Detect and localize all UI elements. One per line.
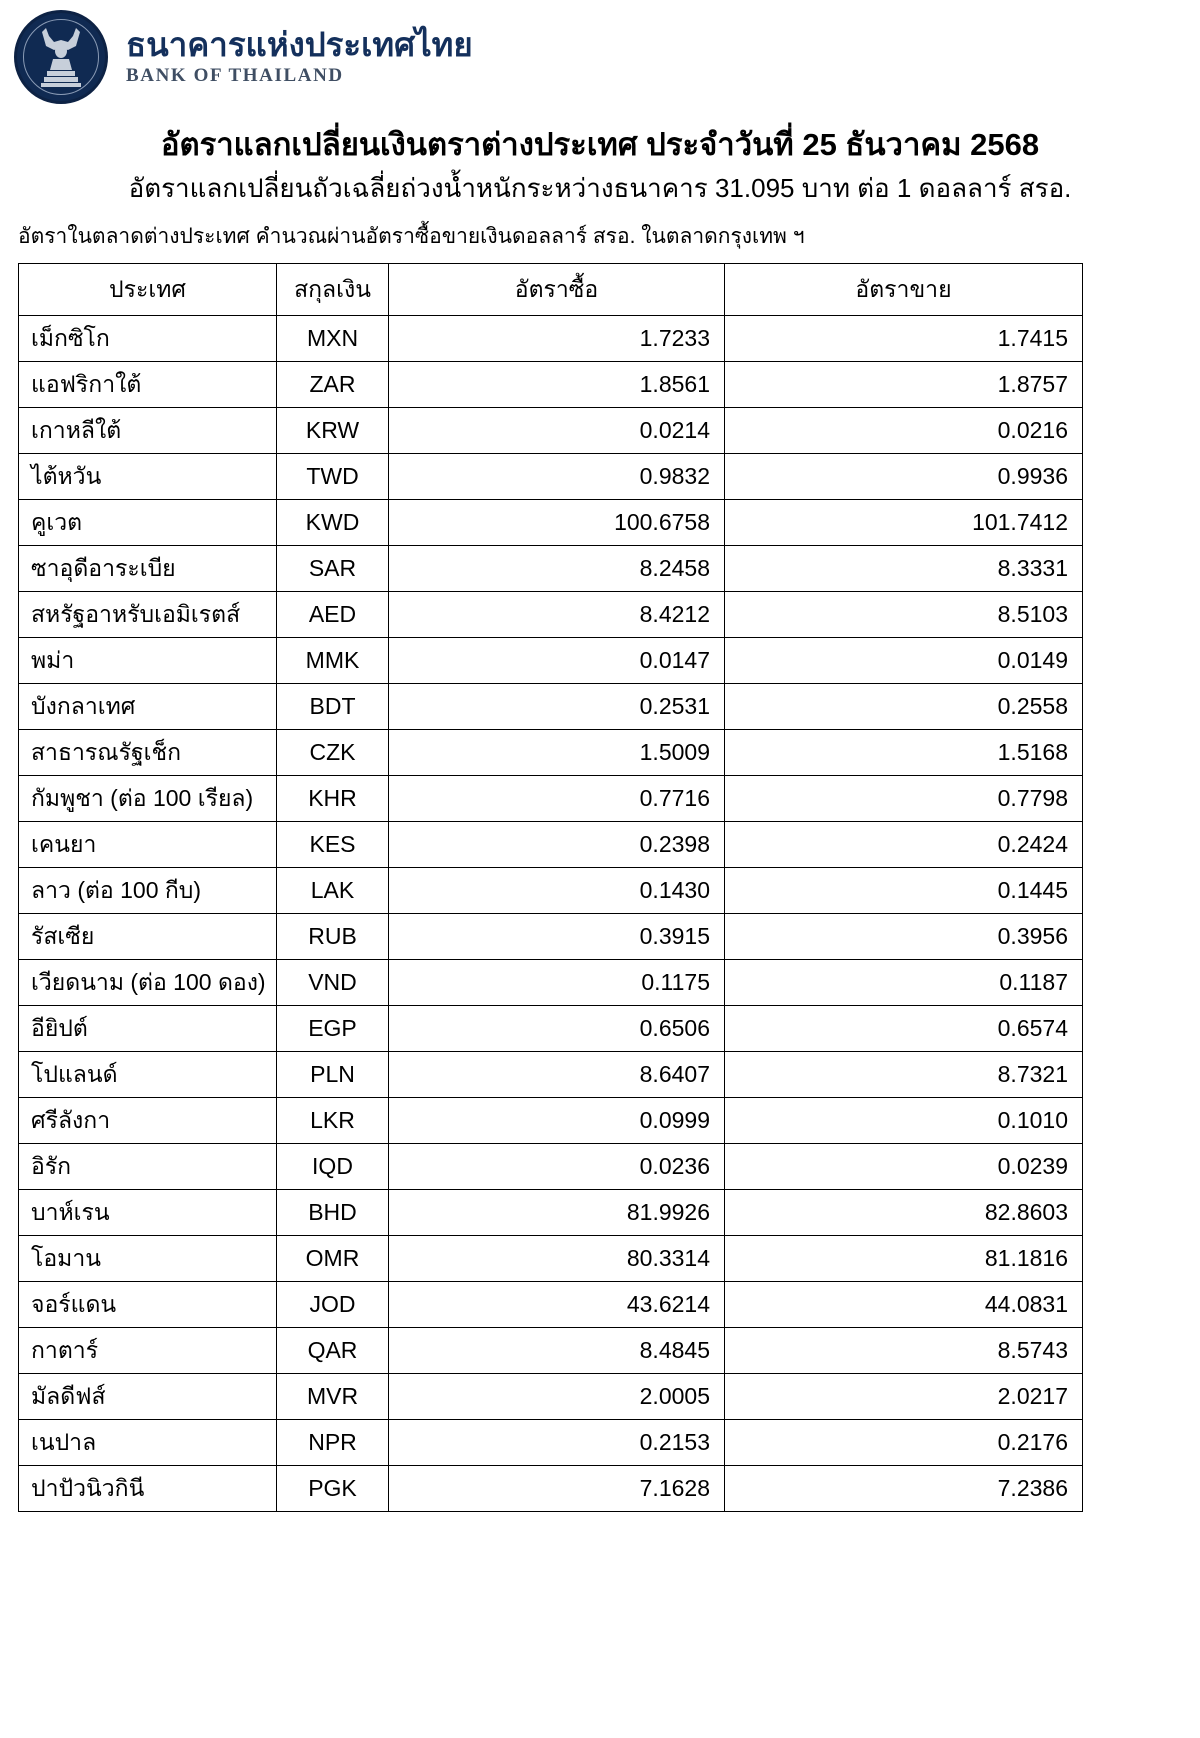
- table-row: [19, 1282, 1083, 1328]
- cell-buying-rate: 8.2458: [389, 546, 725, 592]
- cell-selling-rate: 0.0149: [725, 638, 1083, 684]
- exchange-rate-table-wrap: [0, 263, 1200, 1512]
- bank-name-thai: ธนาคารแห่งประเทศไทย: [126, 26, 473, 64]
- column-header-buying-rate: อัตราซื้อ: [389, 264, 725, 316]
- table-head: [19, 264, 1083, 316]
- table-row: [19, 1236, 1083, 1282]
- cell-country: บาห์เรน: [19, 1190, 277, 1236]
- cell-country: โอมาน: [19, 1236, 277, 1282]
- cell-buying-rate: 7.1628: [389, 1466, 725, 1512]
- table-row: [19, 1420, 1083, 1466]
- cell-country: เกาหลีใต้: [19, 408, 277, 454]
- table-row: [19, 454, 1083, 500]
- cell-selling-rate: 0.1187: [725, 960, 1083, 1006]
- cell-selling-rate: 0.0216: [725, 408, 1083, 454]
- cell-country: พม่า: [19, 638, 277, 684]
- cell-selling-rate: 1.5168: [725, 730, 1083, 776]
- cell-country: สหรัฐอาหรับเอมิเรตส์: [19, 592, 277, 638]
- cell-currency-code: PLN: [277, 1052, 389, 1098]
- bank-logo-bar: [0, 0, 1200, 100]
- cell-currency-code: BDT: [277, 684, 389, 730]
- page-title: อัตราแลกเปลี่ยนเงินตราต่างประเทศ ประจำวันที่ 25 ธันวาคม 2568: [160, 127, 1040, 162]
- cell-currency-code: QAR: [277, 1328, 389, 1374]
- cell-selling-rate: 0.3956: [725, 914, 1083, 960]
- cell-currency-code: IQD: [277, 1144, 389, 1190]
- cell-selling-rate: 0.6574: [725, 1006, 1083, 1052]
- cell-currency-code: RUB: [277, 914, 389, 960]
- cell-buying-rate: 0.9832: [389, 454, 725, 500]
- cell-country: โปแลนด์: [19, 1052, 277, 1098]
- seal-deity-glyph: [34, 26, 88, 88]
- cell-country: เคนยา: [19, 822, 277, 868]
- cell-selling-rate: 0.1010: [725, 1098, 1083, 1144]
- cell-country: ซาอุดีอาระเบีย: [19, 546, 277, 592]
- table-row: [19, 684, 1083, 730]
- cell-selling-rate: 1.7415: [725, 316, 1083, 362]
- table-row: [19, 316, 1083, 362]
- cell-buying-rate: 43.6214: [389, 1282, 725, 1328]
- cell-buying-rate: 0.6506: [389, 1006, 725, 1052]
- cell-selling-rate: 8.3331: [725, 546, 1083, 592]
- table-row: [19, 1098, 1083, 1144]
- cell-currency-code: KWD: [277, 500, 389, 546]
- cell-country: เม็กซิโก: [19, 316, 277, 362]
- cell-selling-rate: 101.7412: [725, 500, 1083, 546]
- exchange-rate-table: [18, 263, 1083, 1512]
- bank-name-english: BANK OF THAILAND: [126, 64, 344, 86]
- cell-currency-code: MXN: [277, 316, 389, 362]
- cell-buying-rate: 0.2398: [389, 822, 725, 868]
- cell-currency-code: JOD: [277, 1282, 389, 1328]
- page-subtitle: อัตราแลกเปลี่ยนถัวเฉลี่ยถ่วงน้ำหนักระหว่างธนาคาร 31.095 บาท ต่อ 1 ดอลลาร์ สรอ.: [128, 172, 1072, 203]
- cell-selling-rate: 0.1445: [725, 868, 1083, 914]
- cell-currency-code: LKR: [277, 1098, 389, 1144]
- cell-country: คูเวต: [19, 500, 277, 546]
- cell-selling-rate: 2.0217: [725, 1374, 1083, 1420]
- cell-currency-code: NPR: [277, 1420, 389, 1466]
- table-row: [19, 592, 1083, 638]
- column-header-country: ประเทศ: [19, 264, 277, 316]
- cell-buying-rate: 0.2153: [389, 1420, 725, 1466]
- cell-selling-rate: 44.0831: [725, 1282, 1083, 1328]
- cell-currency-code: LAK: [277, 868, 389, 914]
- cell-country: แอฟริกาใต้: [19, 362, 277, 408]
- cell-selling-rate: 0.2558: [725, 684, 1083, 730]
- cell-currency-code: SAR: [277, 546, 389, 592]
- cell-selling-rate: 8.5103: [725, 592, 1083, 638]
- table-row: [19, 1144, 1083, 1190]
- table-row: [19, 1190, 1083, 1236]
- bank-logo-text: [126, 28, 473, 86]
- cell-buying-rate: 2.0005: [389, 1374, 725, 1420]
- cell-selling-rate: 0.9936: [725, 454, 1083, 500]
- cell-selling-rate: 8.7321: [725, 1052, 1083, 1098]
- table-row: [19, 1466, 1083, 1512]
- cell-currency-code: KHR: [277, 776, 389, 822]
- cell-country: บังกลาเทศ: [19, 684, 277, 730]
- table-header-row: [19, 264, 1083, 316]
- table-row: [19, 362, 1083, 408]
- cell-currency-code: ZAR: [277, 362, 389, 408]
- cell-currency-code: MVR: [277, 1374, 389, 1420]
- table-row: [19, 822, 1083, 868]
- cell-buying-rate: 0.2531: [389, 684, 725, 730]
- cell-buying-rate: 8.6407: [389, 1052, 725, 1098]
- table-row: [19, 914, 1083, 960]
- cell-buying-rate: 1.7233: [389, 316, 725, 362]
- cell-selling-rate: 0.2176: [725, 1420, 1083, 1466]
- cell-selling-rate: 0.2424: [725, 822, 1083, 868]
- cell-buying-rate: 1.5009: [389, 730, 725, 776]
- table-row: [19, 500, 1083, 546]
- cell-currency-code: CZK: [277, 730, 389, 776]
- table-row: [19, 1328, 1083, 1374]
- cell-selling-rate: 1.8757: [725, 362, 1083, 408]
- table-row: [19, 960, 1083, 1006]
- cell-currency-code: VND: [277, 960, 389, 1006]
- table-row: [19, 408, 1083, 454]
- table-row: [19, 730, 1083, 776]
- cell-buying-rate: 80.3314: [389, 1236, 725, 1282]
- cell-currency-code: EGP: [277, 1006, 389, 1052]
- cell-buying-rate: 0.0236: [389, 1144, 725, 1190]
- cell-country: เนปาล: [19, 1420, 277, 1466]
- cell-country: มัลดีฟส์: [19, 1374, 277, 1420]
- cell-selling-rate: 81.1816: [725, 1236, 1083, 1282]
- cell-buying-rate: 0.0999: [389, 1098, 725, 1144]
- cell-selling-rate: 82.8603: [725, 1190, 1083, 1236]
- table-row: [19, 776, 1083, 822]
- document-title-block: [0, 100, 1200, 206]
- bank-of-thailand-seal-icon: [14, 10, 108, 104]
- cell-selling-rate: 0.0239: [725, 1144, 1083, 1190]
- cell-currency-code: TWD: [277, 454, 389, 500]
- cell-country: เวียดนาม (ต่อ 100 ดอง): [19, 960, 277, 1006]
- cell-buying-rate: 0.1430: [389, 868, 725, 914]
- cell-selling-rate: 7.2386: [725, 1466, 1083, 1512]
- cell-buying-rate: 8.4212: [389, 592, 725, 638]
- column-header-currency: สกุลเงิน: [277, 264, 389, 316]
- methodology-note: อัตราในตลาดต่างประเทศ คำนวณผ่านอัตราซื้อขายเงินดอลลาร์ สรอ. ในตลาดกรุงเทพ ฯ: [18, 225, 805, 249]
- cell-buying-rate: 1.8561: [389, 362, 725, 408]
- table-body: [19, 316, 1083, 1512]
- cell-currency-code: OMR: [277, 1236, 389, 1282]
- cell-currency-code: KES: [277, 822, 389, 868]
- cell-currency-code: AED: [277, 592, 389, 638]
- cell-country: กาตาร์: [19, 1328, 277, 1374]
- cell-country: สาธารณรัฐเช็ก: [19, 730, 277, 776]
- cell-selling-rate: 0.7798: [725, 776, 1083, 822]
- cell-selling-rate: 8.5743: [725, 1328, 1083, 1374]
- cell-country: อียิปต์: [19, 1006, 277, 1052]
- cell-buying-rate: 0.7716: [389, 776, 725, 822]
- cell-country: ไต้หวัน: [19, 454, 277, 500]
- cell-country: รัสเซีย: [19, 914, 277, 960]
- cell-country: ศรีลังกา: [19, 1098, 277, 1144]
- cell-buying-rate: 0.0147: [389, 638, 725, 684]
- table-row: [19, 1374, 1083, 1420]
- cell-country: ปาปัวนิวกินี: [19, 1466, 277, 1512]
- cell-currency-code: PGK: [277, 1466, 389, 1512]
- cell-buying-rate: 0.1175: [389, 960, 725, 1006]
- cell-buying-rate: 81.9926: [389, 1190, 725, 1236]
- cell-buying-rate: 0.0214: [389, 408, 725, 454]
- table-row: [19, 546, 1083, 592]
- cell-country: อิรัก: [19, 1144, 277, 1190]
- cell-country: ลาว (ต่อ 100 กีบ): [19, 868, 277, 914]
- table-row: [19, 1006, 1083, 1052]
- table-row: [19, 638, 1083, 684]
- cell-buying-rate: 8.4845: [389, 1328, 725, 1374]
- cell-country: จอร์แดน: [19, 1282, 277, 1328]
- table-row: [19, 1052, 1083, 1098]
- cell-country: กัมพูชา (ต่อ 100 เรียล): [19, 776, 277, 822]
- cell-currency-code: KRW: [277, 408, 389, 454]
- cell-currency-code: BHD: [277, 1190, 389, 1236]
- cell-buying-rate: 100.6758: [389, 500, 725, 546]
- table-row: [19, 868, 1083, 914]
- cell-currency-code: MMK: [277, 638, 389, 684]
- column-header-selling-rate: อัตราขาย: [725, 264, 1083, 316]
- cell-buying-rate: 0.3915: [389, 914, 725, 960]
